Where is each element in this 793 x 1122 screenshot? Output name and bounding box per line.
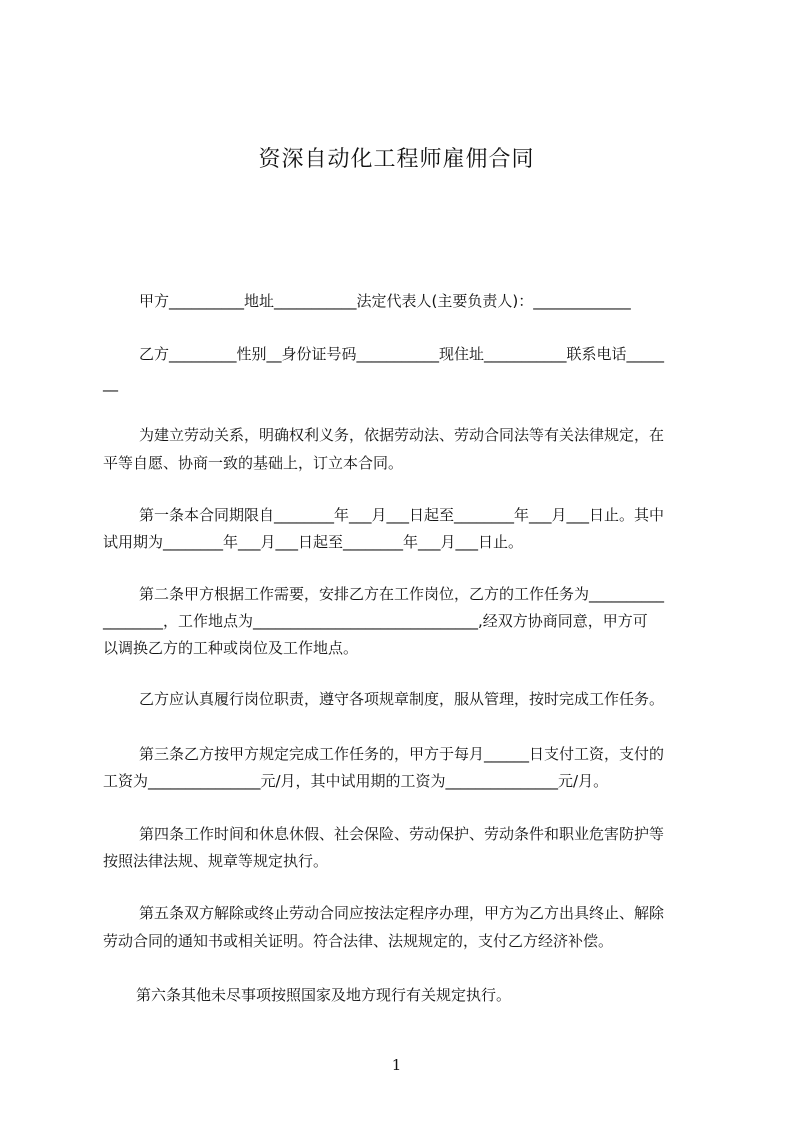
page-number: 1: [391, 1056, 402, 1074]
article-1-line-2: 试用期为________年___月___日起至________年___月___日止。: [103, 533, 524, 551]
article-2-line-3: 以调换乙方的工种或岗位及工作地点。: [103, 639, 359, 657]
article-2-line-1: 第二条甲方根据工作需要，安排乙方在工作岗位，乙方的工作任务为__________: [139, 585, 665, 603]
preamble-line-1: 为建立劳动关系，明确权利义务，依据劳动法、劳动合同法等有关法律规定，在: [139, 426, 665, 444]
article-2-line-2: ________，工作地点为______________________________,经双方协商同意，甲方可: [103, 612, 648, 630]
party-a-line: 甲方__________地址___________法定代表人(主要负责人)：_____________: [139, 292, 631, 310]
article-3-line-2: 工资为_______________元/月，其中试用期的工资为_______________元/月。: [103, 772, 609, 790]
party-b-line-cont: __: [103, 374, 118, 392]
document-title: 资深自动化工程师雇佣合同: [258, 147, 535, 172]
duties-line: 乙方应认真履行岗位职责，遵守各项规章制度，服从管理，按时完成工作任务。: [139, 690, 665, 708]
article-4-line-2: 按照法律法规、规章等规定执行。: [103, 852, 329, 870]
article-5-line-1: 第五条双方解除或终止劳动合同应按法定程序办理，甲方为乙方出具终止、解除: [139, 904, 665, 922]
preamble-line-2: 平等自愿、协商一致的基础上，订立本合同。: [103, 454, 404, 472]
party-b-line: 乙方_________性别__身份证号码___________现住址___________联系电话_____: [139, 345, 665, 363]
article-4-line-1: 第四条工作时间和休息休假、社会保险、劳动保护、劳动条件和职业危害防护等: [139, 825, 665, 843]
article-6-line: 第六条其他未尽事项按照国家及地方现行有关规定执行。: [136, 986, 512, 1004]
article-1-line-1: 第一条本合同期限自________年___月___日起至________年___月___日止。其中: [139, 506, 665, 524]
article-3-line-1: 第三条乙方按甲方规定完成工作任务的，甲方于每月______日支付工资，支付的: [139, 745, 665, 763]
article-5-line-2: 劳动合同的通知书或相关证明。符合法律、法规规定的，支付乙方经济补偿。: [103, 932, 614, 950]
